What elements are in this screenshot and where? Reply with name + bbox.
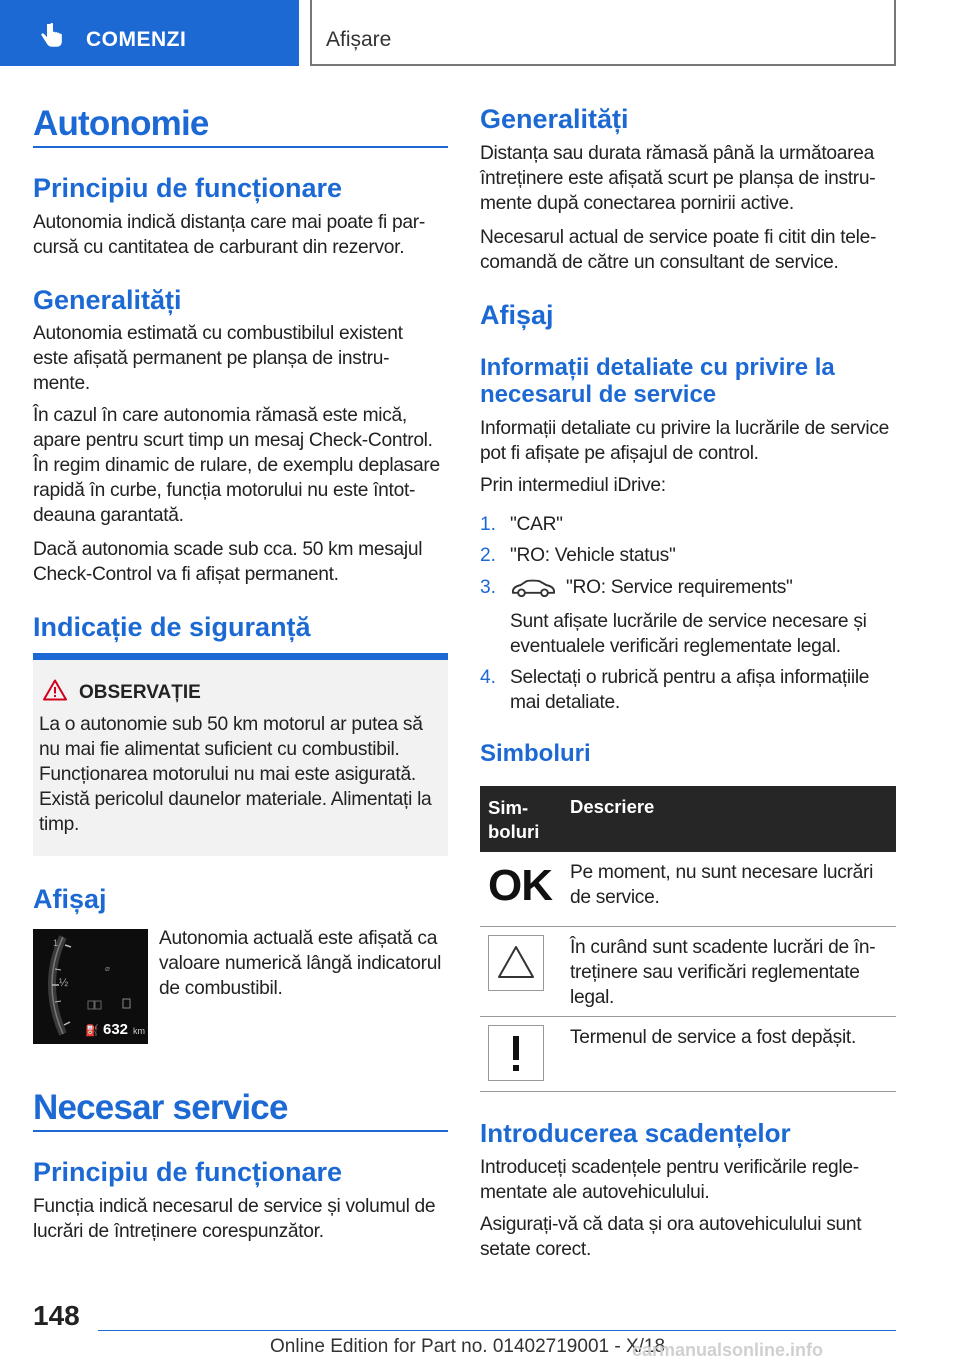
warning-text: La o autonomie sub 50 km motorul ar putea să nu mai fie alimentat suficient cu combustibil. Funcționarea motorului nu mai este asigurată. Există pericolul daunelor materiale. Alimentați la timp. (39, 714, 432, 835)
paragraph: Autonomia estimată cu combustibilul existent este afișată permanent pe planșa de instrumente. (33, 323, 403, 394)
footer-rule (98, 1330, 896, 1331)
exclamation-icon (488, 1025, 544, 1081)
section-header-label: Afișare (326, 28, 392, 51)
table-cell-description: În curând sunt scadente lucrări de întreținere sau verificări reglementate legal. (570, 937, 876, 1008)
paragraph: Autonomia actuală este afișată ca valoare numerică lângă indicatorul de combustibil. (159, 928, 442, 999)
step-number: 4. (480, 667, 497, 688)
paragraph: Necesarul actual de service poate fi citit din telecomandă de către un consultant de service. (480, 227, 877, 273)
table-row (480, 1017, 896, 1092)
heading-generalitati: Generalități (33, 285, 182, 315)
table-header (480, 786, 896, 852)
svg-text:⌀: ⌀ (105, 964, 110, 973)
cluster-tick-half: ½ (59, 977, 69, 989)
table-header-symbols: Simboluri (488, 797, 540, 842)
ok-symbol: OK (488, 861, 552, 910)
step-detail: Sunt afișate lucrările de service necesare și eventualele verificări reglementate legal. (510, 611, 867, 657)
heading-principiu: Principiu de funcționare (33, 173, 343, 203)
heading-introducerea: Introducerea scadențelor (480, 1118, 791, 1148)
step-text: Selectați o rubrică pentru a afișa informațiile mai detaliate. (510, 667, 870, 713)
cluster-tick-1: 1 (53, 938, 59, 948)
page-number: 148 (33, 1300, 80, 1331)
table-row (480, 927, 896, 1017)
paragraph: Asigurați-vă că data și ora autovehiculului sunt setate corect. (480, 1214, 862, 1260)
step-number: 2. (480, 545, 497, 566)
paragraph: Prin intermediul iDrive: (480, 475, 666, 496)
car-service-icon (510, 577, 556, 599)
step-text: "CAR" (510, 514, 563, 535)
heading-informatii: Informații detaliate cu privire la necesarul de service (480, 354, 835, 408)
heading-afisaj: Afișaj (480, 300, 554, 330)
chapter-tab[interactable] (0, 0, 299, 66)
heading-rule (33, 146, 448, 148)
paragraph: Informații detaliate cu privire la lucrările de service pot fi afișate pe afișajul de control. (480, 418, 889, 464)
heading-afisaj: Afișaj (33, 884, 107, 914)
paragraph: În cazul în care autonomia rămasă este mică, apare pentru scurt timp un mesaj Check-Control. În regim dinamic de rulare, de exemplu deplasare rapidă în curbe, funcția motorului nu este întotdeauna garantată. (33, 405, 440, 526)
warning-triangle-icon (488, 935, 544, 991)
table-cell-description: Termenul de service a fost depășit. (570, 1027, 856, 1048)
paragraph: Autonomia indică distanța care mai poate fi parcursă cu cantitatea de carburant din rezervor. (33, 212, 426, 258)
section-header (310, 0, 896, 66)
table-row (480, 852, 896, 927)
heading-principiu: Principiu de funcționare (33, 1157, 343, 1187)
range-reading: 632 (103, 1021, 129, 1038)
warning-triangle-icon (43, 679, 67, 701)
chapter-tab-label: COMENZI (86, 28, 187, 51)
step-number: 1. (480, 514, 497, 535)
range-unit: km (133, 1026, 145, 1036)
step-text: "RO: Vehicle status" (510, 545, 676, 566)
heading-necesar-service: Necesar service (33, 1088, 288, 1127)
paragraph: Dacă autonomia scade sub cca. 50 km mesajul Check-Control va fi afișat permanent. (33, 539, 423, 585)
fuel-pump-icon: ⛽ (85, 1025, 99, 1037)
instrument-cluster-image (33, 929, 148, 1044)
step-text: "RO: Service requirements" (566, 577, 793, 598)
heading-rule (33, 1130, 448, 1132)
heading-autonomie: Autonomie (33, 104, 209, 143)
paragraph: Distanța sau durata rămasă până la următoarea întreținere este afișată scurt pe planșa de instrumente după conectarea pornirii active. (480, 143, 876, 214)
heading-simboluri: Simboluri (480, 740, 591, 767)
table-header-description: Descriere (570, 796, 655, 817)
warning-title: OBSERVAȚIE (79, 682, 201, 703)
step-number: 3. (480, 577, 497, 598)
table-cell-description: Pe moment, nu sunt necesare lucrări de service. (570, 862, 874, 908)
heading-indicatie: Indicație de siguranță (33, 612, 311, 642)
heading-generalitati: Generalități (480, 104, 629, 134)
footer-edition: Online Edition for Part no. 01402719001 - X/18 (270, 1336, 666, 1357)
hand-pointer-icon (38, 22, 64, 48)
paragraph: Introduceți scadențele pentru verificările reglementate ale autovehiculului. (480, 1157, 860, 1203)
paragraph: Funcția indică necesarul de service și volumul de lucrări de întreținere corespunzător. (33, 1196, 436, 1242)
warning-box (33, 653, 448, 856)
watermark: carmanualsonline.info (632, 1340, 824, 1360)
